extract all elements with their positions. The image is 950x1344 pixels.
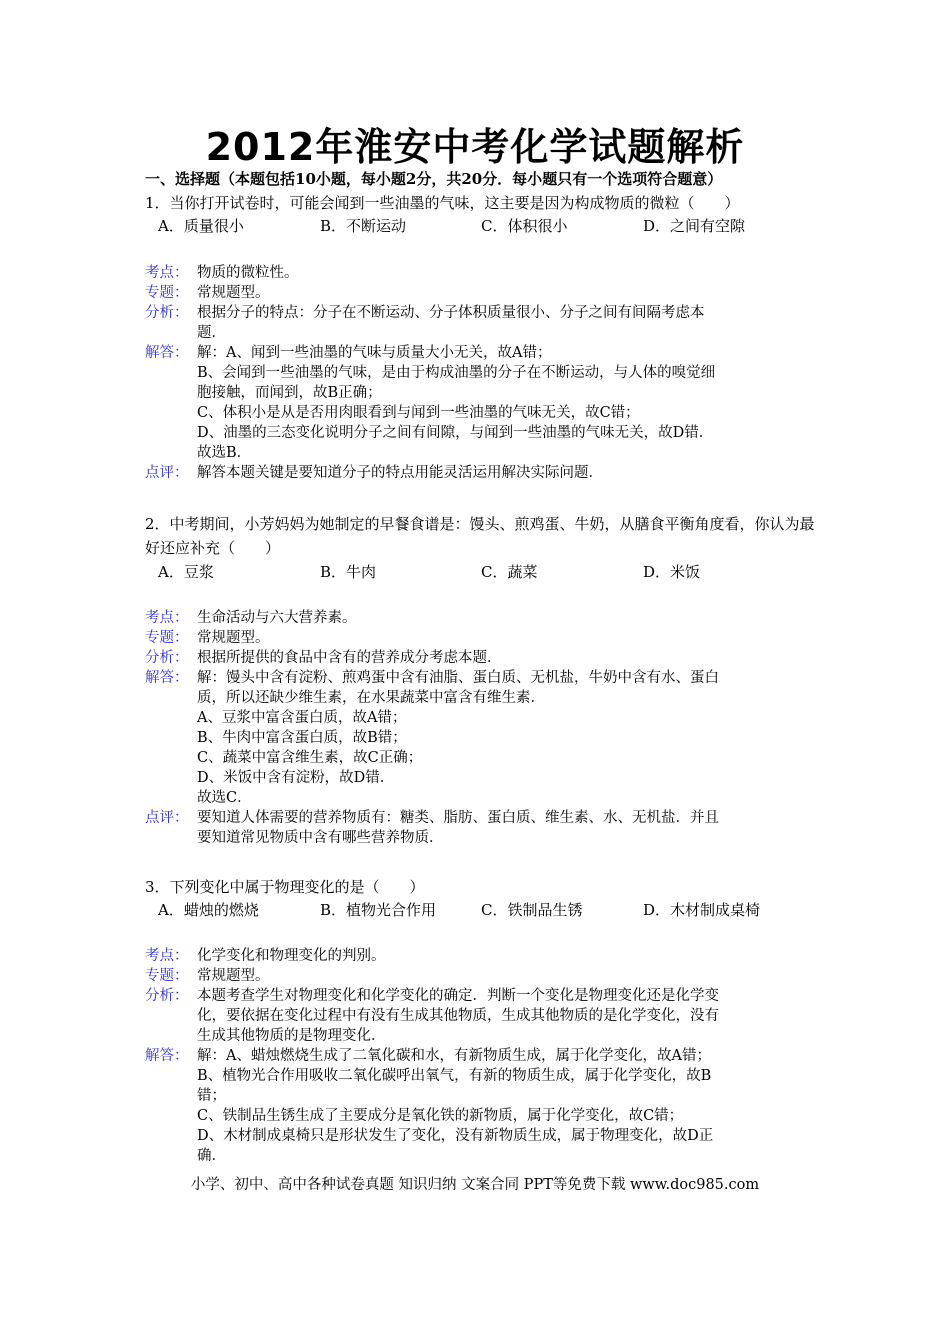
jieda-label: 解答： [145, 345, 189, 361]
fenxi-label: 分析： [145, 305, 189, 321]
option-c: C．铁制品生锈 [481, 901, 583, 919]
fenxi-line: 化，要依据在变化过程中有没有生成其他物质，生成其他物质的是化学变化，没有 [197, 1008, 719, 1024]
jieda-line: D、木材制成桌椅只是形状发生了变化，没有新物质生成，属于物理变化，故D正 [197, 1128, 714, 1144]
jieda-line: B、牛肉中富含蛋白质，故B错； [197, 730, 407, 746]
zhuanti-text: 常规题型。 [197, 968, 270, 984]
jieda-line: D、油墨的三态变化说明分子之间有间隙，与闻到一些油墨的气味无关，故D错． [197, 425, 714, 441]
option-a: A．豆浆 [158, 563, 214, 581]
zhuanti-label: 专题： [145, 630, 189, 646]
option-a: A．质量很小 [158, 217, 244, 235]
page-title: 2012年淮安中考化学试题解析 [205, 125, 745, 169]
jieda-line: 质，所以还缺少维生素，在水果蔬菜中富含有维生素． [197, 690, 545, 706]
fenxi-line: 本题考查学生对物理变化和化学变化的确定．判断一个变化是物理变化还是化学变 [197, 988, 719, 1004]
jieda-line: 胞接触，而闻到，故B正确； [197, 385, 382, 401]
fenxi-line: 生成其他物质的是物理变化． [197, 1028, 386, 1044]
jieda-line: A、豆浆中富含蛋白质，故A错； [197, 710, 407, 726]
question-2-stem: 2．中考期间，小芳妈妈为她制定的早餐食谱是：馒头、煎鸡蛋、牛奶，从膳食平衡角度看，你认为最好还应补充（ ） [145, 515, 815, 557]
option-d: D．木材制成桌椅 [643, 901, 761, 919]
option-b: B．不断运动 [320, 217, 407, 235]
jieda-line: C、蔬菜中富含维生素，故C正确； [197, 750, 423, 766]
question-1-stem: 1．当你打开试卷时，可能会闻到一些油墨的气味，这主要是因为构成物质的微粒（ ） [145, 194, 740, 212]
question-1-solution [145, 263, 805, 483]
fenxi-label: 分析： [145, 988, 189, 1004]
jieda-label: 解答： [145, 1048, 189, 1064]
jieda-line: B、会闻到一些油墨的气味，是由于构成油墨的分子在不断运动，与人体的嗅觉细 [197, 365, 716, 381]
jieda-label: 解答： [145, 670, 189, 686]
question-2-solution [145, 608, 805, 848]
kaodian-label: 考点： [145, 948, 189, 964]
dianping-line: 要知道人体需要的营养物质有：糖类、脂肪、蛋白质、维生素、水、无机盐．并且 [197, 810, 719, 826]
option-d: D．之间有空隙 [643, 217, 746, 235]
jieda-line: 故选C． [197, 790, 252, 806]
kaodian-label: 考点： [145, 610, 189, 626]
option-b: B．植物光合作用 [320, 901, 437, 919]
zhuanti-text: 常规题型。 [197, 630, 270, 646]
option-c: C．蔬菜 [481, 563, 538, 581]
section-heading: 一、选择题（本题包括10小题，每小题2分，共20分．每小题只有一个选项符合题意） [145, 170, 723, 188]
dianping-label: 点评： [145, 810, 189, 826]
jieda-line: 解：A、闻到一些油墨的气味与质量大小无关，故A错； [197, 345, 552, 361]
jieda-line: 故选B． [197, 445, 252, 461]
zhuanti-text: 常规题型。 [197, 285, 270, 301]
kaodian-label: 考点： [145, 265, 189, 281]
question-3-stem: 3．下列变化中属于物理变化的是（ ） [145, 878, 425, 896]
fenxi-line: 根据所提供的食品中含有的营养成分考虑本题． [197, 650, 502, 666]
jieda-line: 确． [197, 1148, 226, 1164]
question-3-solution [145, 946, 805, 1166]
option-c: C．体积很小 [481, 217, 568, 235]
kaodian-text: 化学变化和物理变化的判别。 [197, 948, 386, 964]
fenxi-label: 分析： [145, 650, 189, 666]
jieda-line: 解：馒头中含有淀粉、煎鸡蛋中含有油脂、蛋白质、无机盐，牛奶中含有水、蛋白 [197, 670, 719, 686]
zhuanti-label: 专题： [145, 285, 189, 301]
fenxi-line: 题． [197, 325, 226, 341]
jieda-line: B、植物光合作用吸收二氧化碳呼出氧气，有新的物质生成，属于化学变化，故B [197, 1068, 712, 1084]
jieda-line: C、铁制品生锈生成了主要成分是氧化铁的新物质，属于化学变化，故C错； [197, 1108, 684, 1124]
dianping-line: 要知道常见物质中含有哪些营养物质． [197, 830, 444, 846]
jieda-line: C、体积小是从是否用肉眼看到与闻到一些油墨的气味无关，故C错； [197, 405, 640, 421]
option-a: A．蜡烛的燃烧 [158, 901, 259, 919]
kaodian-text: 物质的微粒性。 [197, 265, 299, 281]
jieda-line: D、米饭中含有淀粉，故D错． [197, 770, 395, 786]
fenxi-line: 根据分子的特点：分子在不断运动、分子体积质量很小、分子之间有间隔考虑本 [197, 305, 705, 321]
jieda-line: 错； [197, 1088, 226, 1104]
jieda-line: 解：A、蜡烛燃烧生成了二氧化碳和水，有新物质生成，属于化学变化，故A错； [197, 1048, 711, 1064]
dianping-text: 解答本题关键是要知道分子的特点用能灵活运用解决实际问题． [197, 465, 603, 481]
option-b: B．牛肉 [320, 563, 377, 581]
page-footer: 小学、初中、高中各种试卷真题 知识归纳 文案合同 PPT等免费下载 www.doc985.com [190, 1177, 760, 1193]
option-d: D．米饭 [643, 563, 701, 581]
zhuanti-label: 专题： [145, 968, 189, 984]
kaodian-text: 生命活动与六大营养素。 [197, 610, 357, 626]
dianping-label: 点评： [145, 465, 189, 481]
